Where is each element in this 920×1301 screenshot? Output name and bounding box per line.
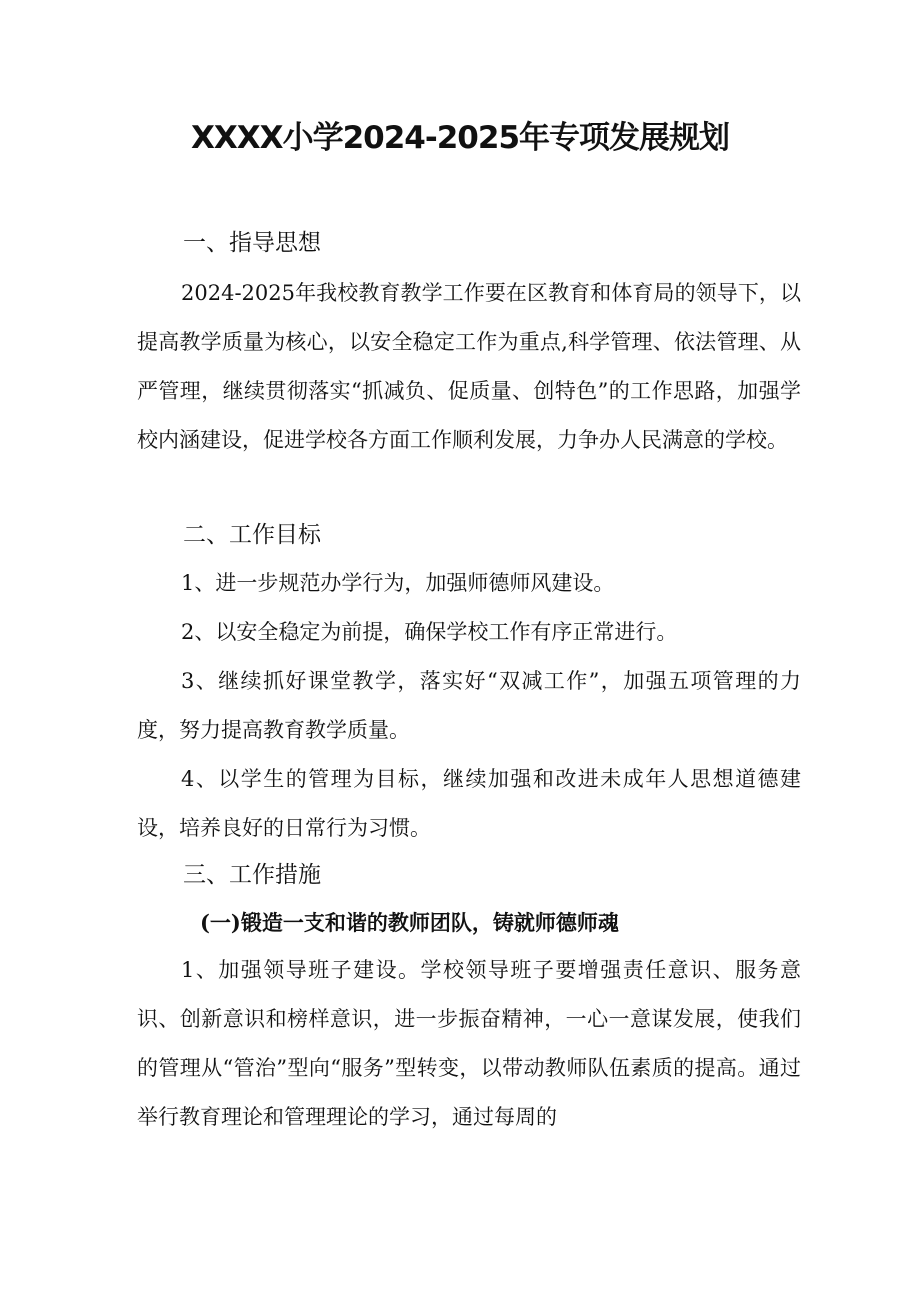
paragraph-goal-1: 1、进一步规范办学行为，加强师德师风建设。: [181, 571, 615, 595]
section-heading-work-measures: 三、工作措施: [183, 862, 321, 888]
section-heading-work-goals: 二、工作目标: [183, 522, 321, 548]
paragraph-goal-4: 4、以学生的管理为目标，继续加强和改进未成年人思想道德建设，培养良好的日常行为习惯。: [137, 767, 801, 840]
section-heading-guiding-ideology: 一、指导思想: [183, 230, 321, 256]
subsection-heading-teacher-team: (一)锻造一支和谐的教师团队，铸就师德师魂: [200, 910, 619, 935]
paragraph-measure-1: 1、加强领导班子建设。学校领导班子要增强责任意识、服务意识、创新意识和榜样意识，进一步振奋精神，一心一意谋发展，使我们的管理从“管治”型向“服务”型转变，以带动教师队伍素质的提高。通过举行教育理论和管理理论的学习，通过每周的: [137, 958, 801, 1129]
paragraph-goal-2: 2、以安全稳定为前提，确保学校工作有序正常进行。: [181, 620, 678, 644]
paragraph-guiding-ideology: 2024-2025年我校教育教学工作要在区教育和体育局的领导下，以提高教学质量为核心，以安全稳定工作为重点,科学管理、依法管理、从严管理，继续贯彻落实“抓减负、促质量、创特色”的工作思路，加强学校内涵建设，促进学校各方面工作顺利发展，力争办人民满意的学校。: [137, 281, 801, 452]
document-title: XXXX小学2024-2025年专项发展规划: [190, 120, 730, 156]
paragraph-goal-3: 3、继续抓好课堂教学，落实好“双减工作”，加强五项管理的力度，努力提高教育教学质量。: [137, 669, 801, 742]
